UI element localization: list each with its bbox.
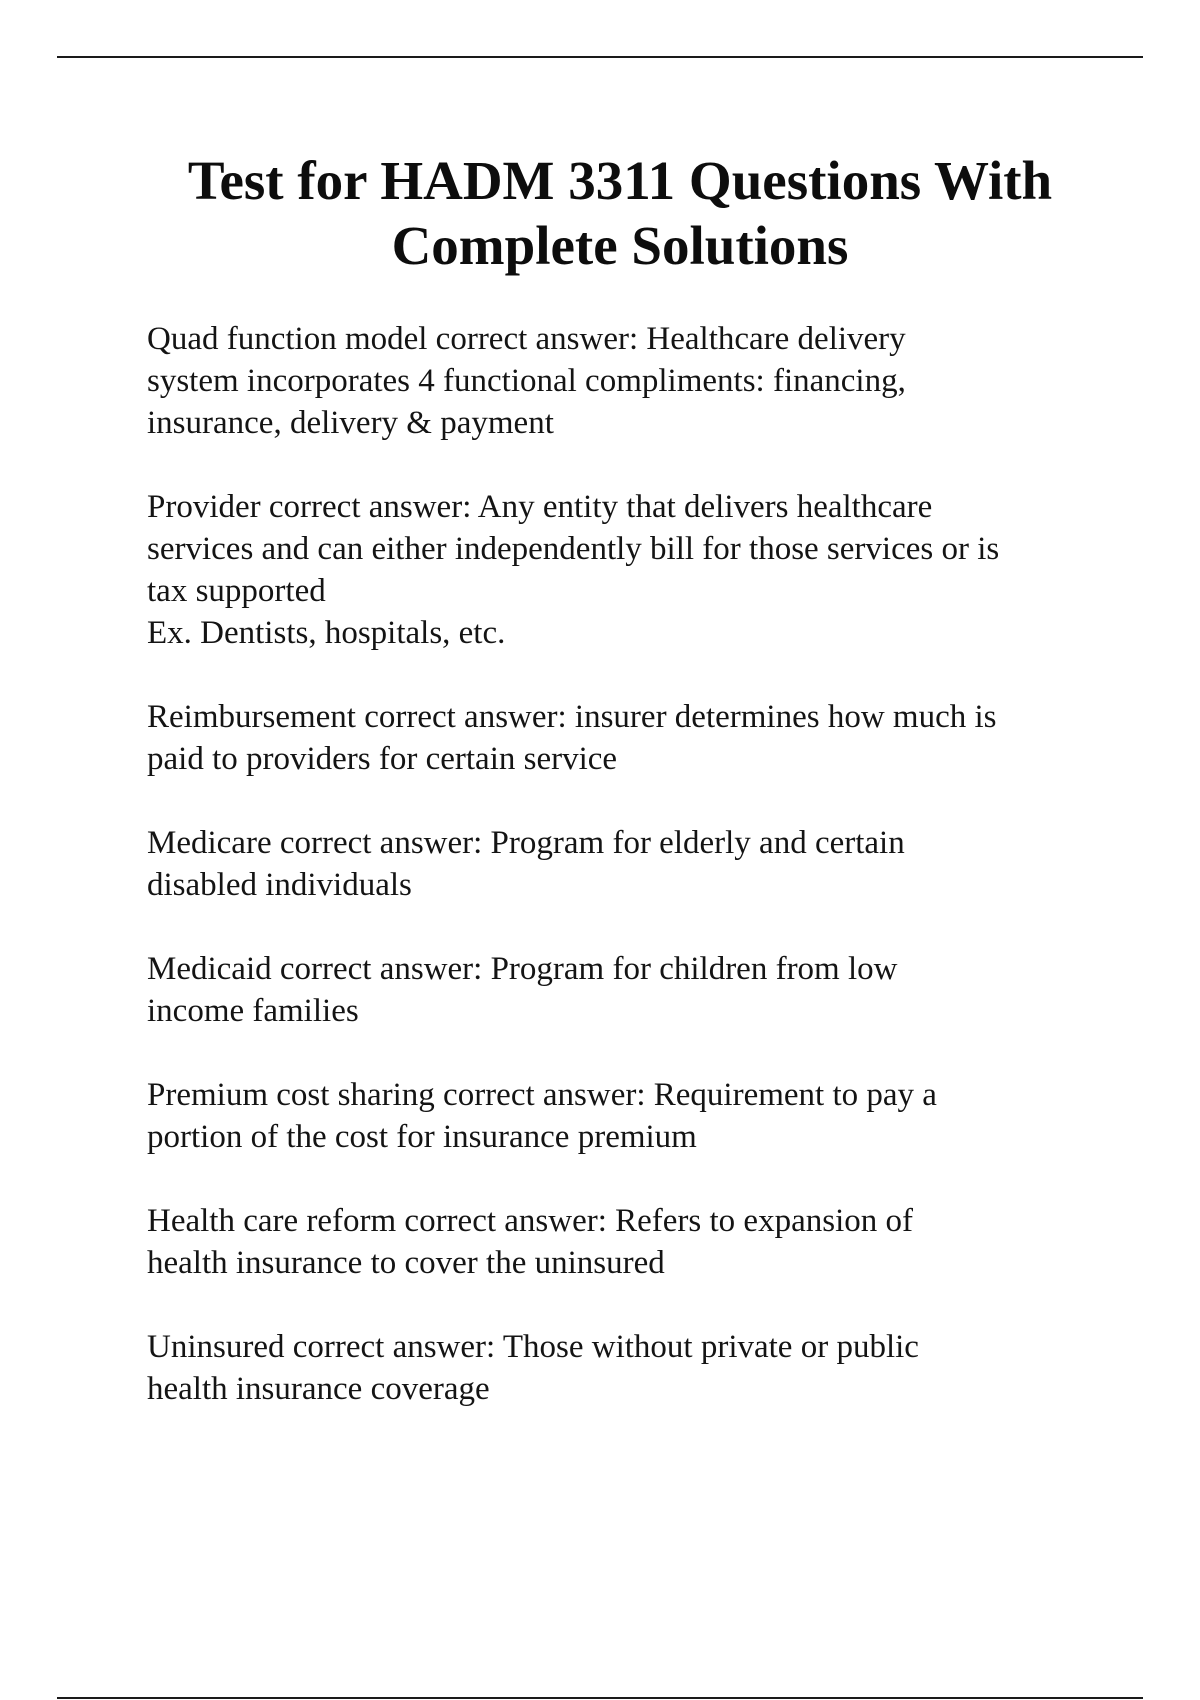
entry-text-line: Quad function model correct answer: Healthcare delivery <box>147 321 906 357</box>
title-line: Test for HADM 3311 Questions With <box>187 150 1053 211</box>
title-line: Complete Solutions <box>391 215 849 276</box>
entry-text-line: Premium cost sharing correct answer: Requirement to pay a <box>147 1077 937 1113</box>
entry-text-line: Ex. Dentists, hospitals, etc. <box>147 615 506 651</box>
entry-text-line: Medicaid correct answer: Program for children from low <box>147 951 898 987</box>
qa-entry-medicare <box>147 822 1107 906</box>
qa-list <box>147 318 1107 1452</box>
entry-text-line: paid to providers for certain service <box>147 741 618 777</box>
entry-text-line: portion of the cost for insurance premium <box>147 1119 697 1155</box>
entry-text-line: services and can either independently bill for those services or is <box>147 531 1000 567</box>
entry-text-line: Health care reform correct answer: Refers to expansion of <box>147 1203 913 1239</box>
top-divider <box>57 56 1143 58</box>
entry-text-line: disabled individuals <box>147 867 412 903</box>
entry-text-line: health insurance to cover the uninsured <box>147 1245 665 1281</box>
entry-text-line: insurance, delivery & payment <box>147 405 554 441</box>
qa-entry-uninsured <box>147 1326 1107 1410</box>
qa-entry-premium-cost-sharing <box>147 1074 1107 1158</box>
entry-text-line: health insurance coverage <box>147 1371 490 1407</box>
entry-text-line: tax supported <box>147 573 326 609</box>
entry-text-line: Uninsured correct answer: Those without private or public <box>147 1329 919 1365</box>
entry-text-line: Medicare correct answer: Program for elderly and certain <box>147 825 905 861</box>
qa-entry-health-care-reform <box>147 1200 1107 1284</box>
entry-text-line: Provider correct answer: Any entity that delivers healthcare <box>147 489 933 525</box>
entry-text-line: system incorporates 4 functional compliments: financing, <box>147 363 906 399</box>
bottom-divider <box>57 1697 1143 1699</box>
qa-entry-medicaid <box>147 948 1107 1032</box>
qa-entry-provider <box>147 486 1107 654</box>
page-title <box>100 148 1140 278</box>
qa-entry-reimbursement <box>147 696 1107 780</box>
entry-text-line: income families <box>147 993 359 1029</box>
entry-text-line: Reimbursement correct answer: insurer determines how much is <box>147 699 997 735</box>
qa-entry-quad-function-model <box>147 318 1107 444</box>
